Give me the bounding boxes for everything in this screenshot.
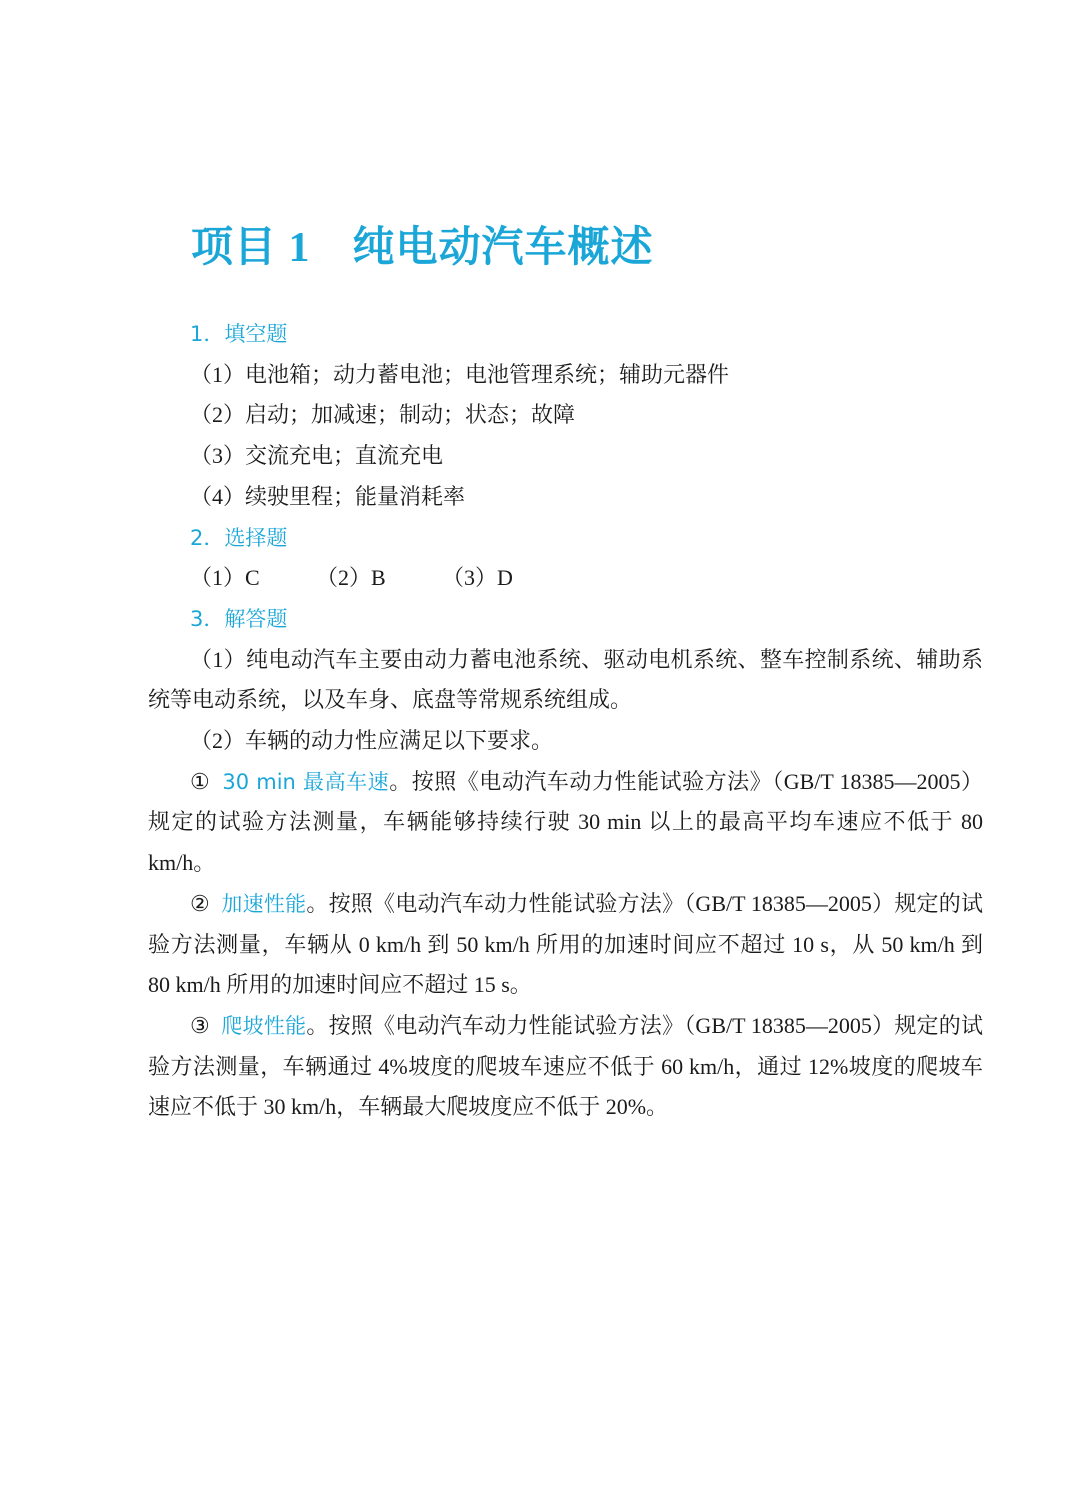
fill-blank-item: （3）交流充电；直流充电 [190,443,444,469]
choice-answer: （1）C [190,565,260,591]
project-number: 项目 1 [191,225,311,271]
project-title: 纯电动汽车概述 [352,225,654,271]
section-heading-short-answer: 3．解答题 [190,606,288,631]
point-marker: ③ [190,1012,210,1038]
requirement-acceleration [148,884,983,1006]
short-answer-1: （1）纯电动汽车主要由动力蓄电池系统、驱动电机系统、整车控制系统、辅助系统等电动系统，以及车身、底盘等常规系统组成。 [148,646,983,713]
answer-content [148,314,983,1128]
page-title [191,214,654,274]
fill-blank-item: （1）电池箱；动力蓄电池；电池管理系统；辅助元器件 [190,361,730,387]
requirement-gradeability [148,1006,983,1128]
point-marker: ① [190,768,211,794]
requirement-top-speed [148,762,983,884]
fill-blank-item: （2）启动；加减速；制动；状态；故障 [190,402,576,428]
choice-answer: （2）B [316,565,386,591]
point-label: 爬坡性能 [221,1013,307,1038]
fill-blank-item: （4）续驶里程；能量消耗率 [190,483,466,509]
point-text: 。按照《电动汽车动力性能试验方法》（GB/T 18385—2005）规定的试验方法测量，车辆能够持续行驶 30 min 以上的最高平均车速应不低于 80 km/h。 [148,768,983,876]
section-heading-fill-blank: 1．填空题 [190,322,288,346]
point-marker: ② [190,890,210,916]
point-text: 。按照《电动汽车动力性能试验方法》（GB/T 18385—2005）规定的试验方法测量，车辆从 0 km/h 到 50 km/h 所用的加速时间应不超过 10 s，从 50 km/h 到 80 km/h 所用的加速时间应不超过 15 s。 [148,890,984,998]
point-label: 30 min 最高车速 [222,769,390,794]
choice-answers [148,558,983,599]
point-label: 加速性能 [221,891,307,916]
short-answer-2: （2）车辆的动力性应满足以下要求。 [190,728,554,754]
choice-answer: （3）D [442,565,513,591]
point-text: 。按照《电动汽车动力性能试验方法》（GB/T 18385—2005）规定的试验方法测量，车辆通过 4%坡度的爬坡车速应不低于 60 km/h，通过 12%坡度的爬坡车速应不低于 30 km/h，车辆最大爬坡度应不低于 20%。 [148,1012,984,1120]
section-heading-multiple-choice: 2．选择题 [190,525,288,550]
